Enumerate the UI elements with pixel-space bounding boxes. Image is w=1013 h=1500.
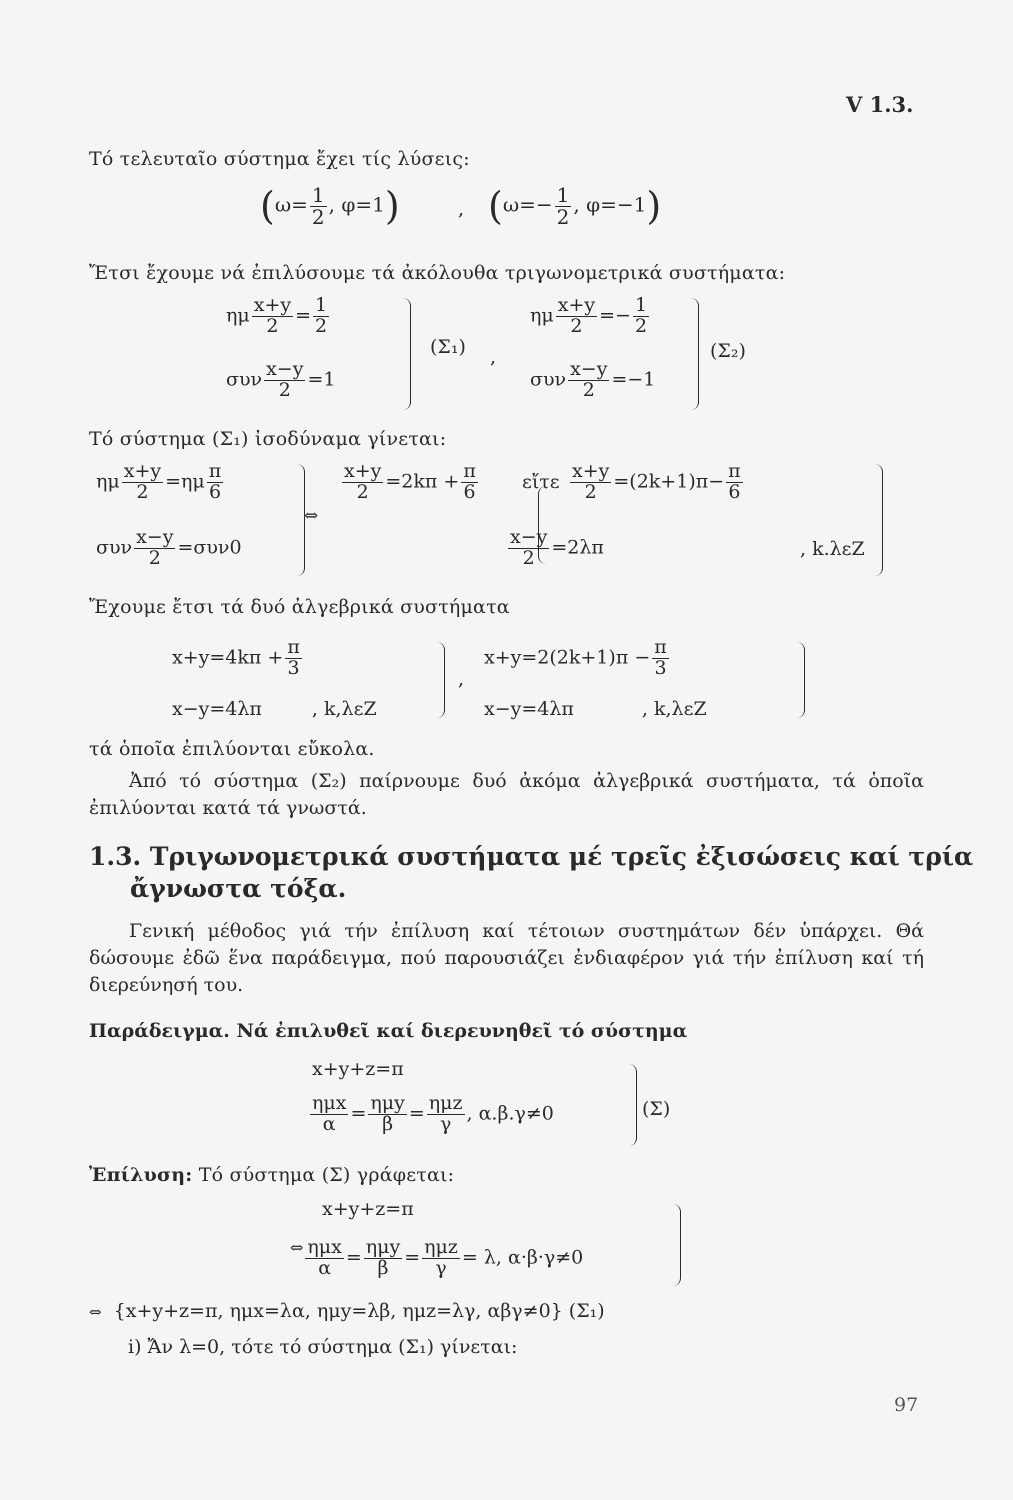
equiv-a2: συν $\frac{x-y}{2}$ =συν0 — [96, 526, 242, 569]
solution-2: (ω=− $\frac{1}{2}$ , φ=−1) — [488, 182, 662, 229]
s1-line1: ημ $\frac{x+y}{2}$ = $\frac{1}{2}$ — [226, 294, 328, 337]
section-heading-line1: 1.3. Τριγωνομετρικά συστήματα μέ τρεῖς ἐξισώσεις καί τρία — [89, 842, 974, 871]
example-eq2: $\frac{\text{ημx}}{\alpha}$ = $\frac{\text{ημy}}{\beta}$ = $\frac{\text{ημz}}{\gamma}$ , α.β.γ≠0 — [312, 1092, 554, 1135]
alg-right-line2: x−y=4λπ , k,λεZ — [484, 698, 707, 720]
algebraic-text: Ἔχουμε ἔτσι τά δυό ἀλγεβρικά συστήματα — [89, 596, 510, 618]
solution-line: Ἐπίλυση: Τό σύστημα (Σ) γράφεται: — [89, 1164, 455, 1186]
equiv-either: εἴτε — [522, 471, 560, 493]
equiv-brace-right — [874, 464, 883, 576]
equiv-c1: $\frac{x+y}{2}$ =(2k+1)π− $\frac{\pi}{6}$ — [572, 460, 741, 503]
solution-eq2: ⇔ $\frac{\text{ημx}}{\alpha}$ = $\frac{\text{ημy}}{\beta}$ = $\frac{\text{ημz}}{\gamma}$ = λ, α·β·γ≠0 — [290, 1236, 584, 1279]
section-body: Γενική μέθοδος γιά τήν ἐπίλυση καί τέτοιων συστημάτων δέν ὑπάρχει. Θά δώσουμε ἐδῶ ἕνα παράδειγμα, πού παρουσιάζει ἐνδιαφέρον γιά τήν ἐπίλυση καί τή διερεύνησή του. — [89, 920, 924, 996]
equiv-a1: ημ $\frac{x+y}{2}$ =ημ $\frac{\pi}{6}$ — [96, 460, 222, 503]
s2-brace — [690, 298, 699, 410]
alg-right-brace — [796, 642, 805, 718]
then-text: Ἔτσι ἔχουμε νά ἐπιλύσουμε τά ἀκόλουθα τριγωνομετρικά συστήματα: — [89, 262, 786, 284]
equiv-arrow: ⇔ — [304, 506, 319, 526]
alg-comma: , — [458, 668, 465, 690]
s2-line2: συν $\frac{x-y}{2}$ =−1 — [530, 358, 656, 401]
easy-text: τά ὁποῖα ἐπιλύονται εὔκολα. — [89, 738, 375, 760]
s1-brace — [402, 298, 411, 410]
solution-1: (ω= $\frac{1}{2}$ , φ=1) — [260, 182, 400, 229]
alg-right-line1: x+y=2(2k+1)π − $\frac{\pi}{3}$ — [484, 636, 667, 679]
from-s2-text: Ἀπό τό σύστημα (Σ₂) παίρνουμε δυό ἀκόμα ἀλγεβρικά συστήματα, τά ὁποῖα ἐπιλύονται κατά τά γνωστά. — [89, 770, 924, 819]
section-number: V 1.3. — [846, 92, 914, 117]
example-title: Παράδειγμα. Νά ἐπιλυθεῖ καί διερευνηθεῖ τό σύστημα — [89, 1020, 688, 1042]
solution-eq1: x+y+z=π — [322, 1198, 414, 1220]
solutions-text: Τό τελευταῖο σύστημα ἔχει τίς λύσεις: — [89, 148, 470, 170]
equiv-b1: $\frac{x+y}{2}$ =2kπ + $\frac{\pi}{6}$ — [344, 460, 476, 503]
s2-label: (Σ₂) — [710, 340, 746, 362]
s1-label: (Σ₁) — [430, 336, 466, 358]
example-label: (Σ) — [642, 1098, 671, 1120]
equiv-b2: $\frac{x-y}{2}$ =2λπ — [510, 526, 604, 569]
equiv-text: Τό σύστημα (Σ₁) ἰσοδύναμα γίνεται: — [89, 428, 447, 450]
alg-left-brace — [436, 642, 445, 718]
systems-comma: , — [490, 346, 497, 368]
solutions-separator: , — [458, 198, 465, 220]
equiv-brace-inner — [538, 486, 547, 564]
solution-line3: ⇔ {x+y+z=π, ημx=λα, ημy=λβ, ημz=λγ, αβγ≠0} (Σ₁) — [89, 1300, 605, 1322]
example-eq1: x+y+z=π — [312, 1058, 404, 1080]
alg-left-line2: x−y=4λπ , k,λεZ — [172, 698, 377, 720]
page-number: 97 — [894, 1394, 919, 1416]
s1-line2: συν $\frac{x-y}{2}$ =1 — [226, 358, 336, 401]
case-i-text: i) Ἄν λ=0, τότε τό σύστημα (Σ₁) γίνεται: — [128, 1336, 518, 1358]
equiv-condition: , k.λεZ — [800, 538, 865, 560]
section-heading-line2: ἄγνωστα τόξα. — [130, 874, 347, 903]
solution-brace — [672, 1204, 681, 1286]
s2-line1: ημ $\frac{x+y}{2}$ =− $\frac{1}{2}$ — [530, 294, 648, 337]
alg-left-line1: x+y=4kπ + $\frac{\pi}{3}$ — [172, 636, 300, 679]
example-brace — [628, 1064, 637, 1146]
